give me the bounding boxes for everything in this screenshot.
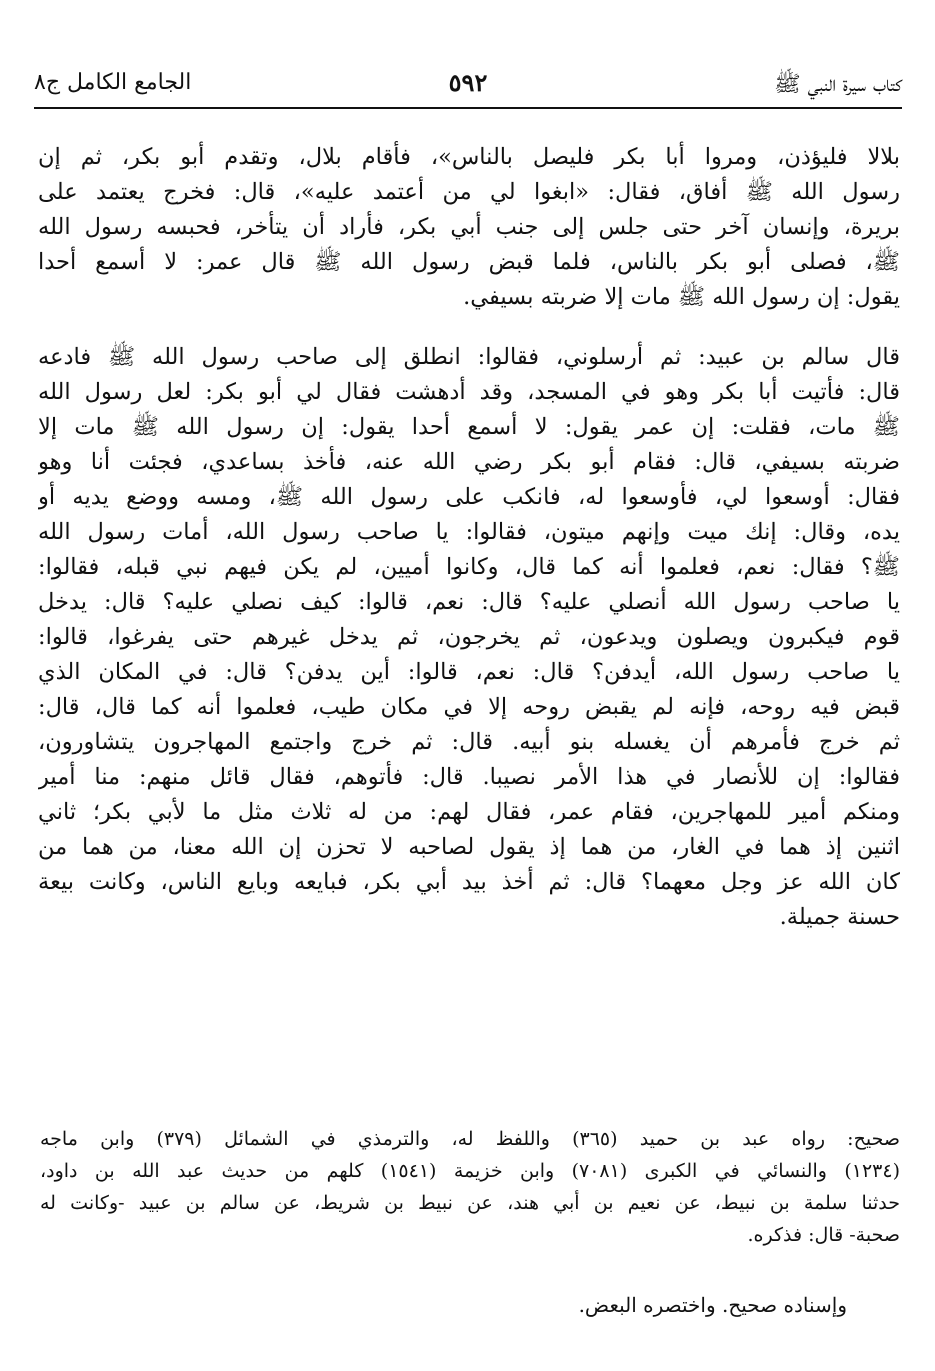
text-line: ﷺ؟ فقال: نعم، فعلموا أنه كما قال، وكانوا أميين، لم يكن فيهم نبي قبله، فقالوا: — [38, 554, 900, 580]
text-line: كان الله عز وجل معهما؟ قال: ثم أخذ بيد أبي بكر، فبايعه وبايع الناس، وكانت بيعة — [38, 869, 900, 895]
hadith-paragraph-1 — [38, 140, 900, 315]
text-line: بريرة، وإنسان آخر حتى جلس إلى جنب أبي بكر، فأراد أن يتأخر، فحبسه رسول الله — [38, 214, 900, 240]
text-line: ﷺ مات، فقلت: إن عمر يقول: لا أسمع أحدا يقول: إن رسول الله ﷺ مات إلا — [38, 414, 900, 440]
isnad-grade: وإسناده صحيح. واختصره البعض. — [578, 1293, 847, 1317]
text-line: فقال: أوسعوا لي، فأوسعوا له، فانكب على رسول الله ﷺ، ومسه ووضع يديه أو — [38, 484, 900, 510]
text-line: يا صاحب رسول الله، أيدفن؟ قال: نعم، قالوا: أين يدفن؟ قال: في المكان الذي — [38, 659, 900, 685]
text-line: فقالوا: إن للأنصار في هذا الأمر نصيبا. قال: فأتوهم، فقال قائل منهم: منا أمير — [38, 764, 900, 790]
text-line: يا صاحب رسول الله أنصلي عليه؟ قال: نعم، قالوا: كيف نصلي عليه؟ قال: يدخل — [38, 589, 900, 615]
text-line: ضربته بسيفي، قال: فقام أبو بكر رضي الله عنه، فأخذ بساعدي، فجئت أنا وهو — [38, 449, 900, 475]
text-line: رسول الله ﷺ أفاق، فقال: «ابغوا لي من أعتمد عليه»، قال: فخرج يعتمد على — [38, 179, 900, 205]
text-line: قال: فأتيت أبا بكر وهو في المسجد، وقد أدهشت فقال لي أبو بكر: لعل رسول الله — [38, 379, 900, 405]
text-line: ومنكم أمير للمهاجرين، فقام عمر، فقال لهم: من له ثلاث مثل ما لأبي بكر؛ ثاني — [38, 799, 900, 825]
text-line: اثنين إذ هما في الغار، من هما إذ يقول لصاحبه لا تحزن إن الله معنا، من هما من — [38, 834, 900, 860]
header-divider — [34, 107, 902, 109]
page-number: ٥٩٢ — [448, 68, 488, 97]
note-line: (١٢٣٤) والنسائي في الكبرى (٧٠٨١) وابن خزيمة (١٥٤١) كلهم من حديث عبد الله بن داود، — [40, 1160, 900, 1182]
text-line: بلالا فليؤذن، ومروا أبا بكر فليصل بالناس»، فأقام بلال، وتقدم أبو بكر، ثم إن — [38, 144, 900, 170]
note-line: صحيح: رواه عبد بن حميد (٣٦٥) واللفظ له، والترمذي في الشمائل (٣٧٩) وابن ماجه — [40, 1128, 900, 1150]
note-line: حدثنا سلمة بن نبيط، عن نعيم بن أبي هند، عن نبيط بن شريط، عن سالم بن عبيد -وكانت له — [40, 1192, 900, 1214]
text-line: قبض فيه روحه، فإنه لم يقبض روحه إلا في مكان طيب، فعلموا أنه كما قال، قال: — [38, 694, 900, 720]
note-line: صحبة- قال: فذكره. — [747, 1224, 900, 1246]
volume-title: الجامع الكامل ج٨ — [34, 70, 192, 95]
text-line: قوم فيكبرون ويصلون ويدعون، ثم يخرجون، ثم يدخل غيرهم حتى يفرغوا، قالوا: — [38, 624, 900, 650]
text-line: ثم خرج فأمرهم أن يغسله بنو أبيه. قال: ثم خرج واجتمع المهاجرون يتشاورون، — [38, 729, 900, 755]
page-header — [34, 62, 902, 108]
text-line: ﷺ، فصلى أبو بكر بالناس، فلما قبض رسول الله ﷺ قال عمر: لا أسمع أحدا — [38, 249, 900, 275]
text-line: حسنة جميلة. — [779, 904, 900, 930]
book-title: كتاب سيرة النبي ﷺ — [774, 72, 902, 97]
text-line: يقول: إن رسول الله ﷺ مات إلا ضربته بسيفي. — [463, 284, 900, 310]
text-line: يده، وقال: إنك ميت وإنهم ميتون، فقالوا: يا صاحب رسول الله، أمات رسول الله — [38, 519, 900, 545]
takhrij-note — [40, 1123, 900, 1251]
text-line: قال سالم بن عبيد: ثم أرسلوني، فقالوا: انطلق إلى صاحب رسول الله ﷺ فادعه — [38, 344, 900, 370]
hadith-paragraph-2 — [38, 340, 900, 935]
